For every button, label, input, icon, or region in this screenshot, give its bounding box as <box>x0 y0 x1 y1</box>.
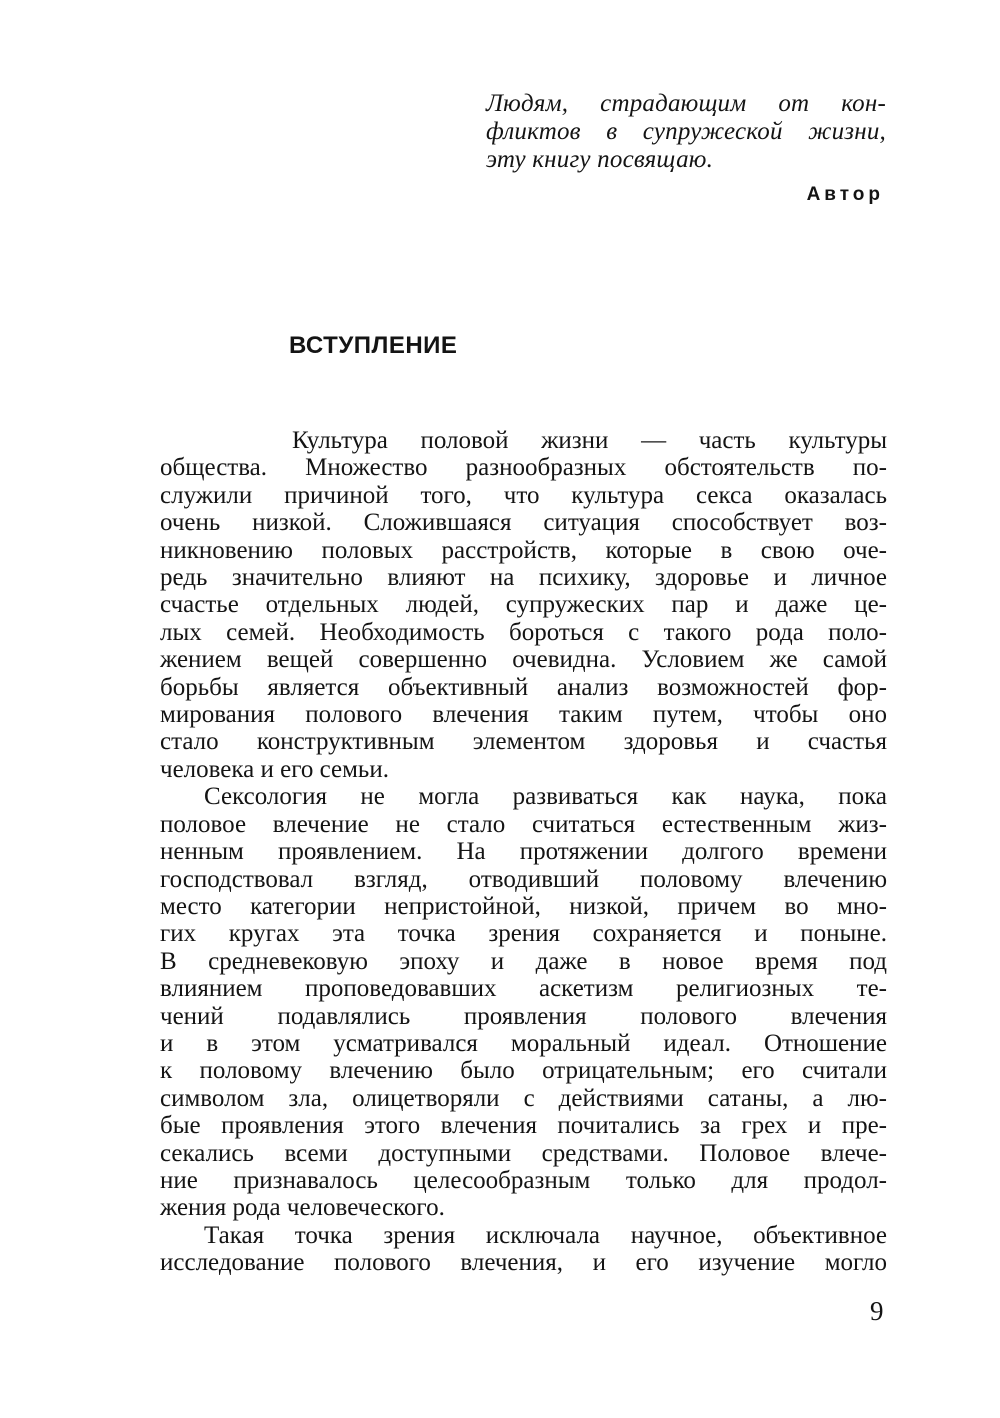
text-line: символом зла, олицетворяли с действиями сатаны, а лю- <box>160 1084 887 1112</box>
text-line: очень низкой. Сложившаяся ситуация способствует воз- <box>160 509 887 537</box>
epigraph <box>486 90 886 206</box>
text-line: жением вещей совершенно очевидна. Условием же самой <box>160 646 887 674</box>
text-line: стало конструктивным элементом здоровья и счастья <box>160 728 887 756</box>
text-line: к половому влечению было отрицательным; его считали <box>160 1057 887 1085</box>
text-line: чений подавлялись проявления полового влечения <box>160 1002 887 1030</box>
text-line: ненным проявлением. На протяжении долгого времени <box>160 838 887 866</box>
text-line: общества. Множество разнообразных обстоятельств по- <box>160 454 887 482</box>
text-line: секались всеми доступными средствами. Половое влече- <box>160 1139 887 1167</box>
text-line: половое влечение не стало считаться естественным жиз- <box>160 810 887 838</box>
text-line: редь значительно влияют на психику, здоровье и личное <box>160 564 887 592</box>
section-title: ВСТУПЛЕНИЕ <box>289 332 458 359</box>
text-line: влиянием проповедовавших аскетизм религиозных те- <box>160 975 887 1003</box>
epigraph-line: фликтов в супружеской жизни, <box>486 118 886 145</box>
text-line: место категории непристойной, низкой, причем во мно- <box>160 892 887 920</box>
text-line: мирования полового влечения таким путем, чтобы оно <box>160 701 887 729</box>
text-line: счастье отдельных людей, супружеских пар и даже це- <box>160 591 887 619</box>
text-line: служили причиной того, что культура секса оказалась <box>160 481 887 509</box>
text-line: Сексология не могла развиваться как наука, пока <box>204 783 887 811</box>
epigraph-line: Людям, страдающим от кон- <box>486 90 886 117</box>
text-line: В средневековую эпоху и даже в новое время под <box>160 947 887 975</box>
text-line: жения рода человеческого. <box>160 1194 445 1222</box>
epigraph-line: эту книгу посвящаю. <box>486 146 714 173</box>
text-line: господствовал взгляд, отводивший половому влечению <box>160 865 887 893</box>
body-text <box>160 427 887 1277</box>
text-line: никновению половых расстройств, которые в свою оче- <box>160 536 887 564</box>
text-line: Такая точка зрения исключала научное, объективное <box>204 1221 887 1249</box>
text-line: и в этом усматривался моральный идеал. Отношение <box>160 1029 887 1057</box>
text-line: бые проявления этого влечения почитались за грех и пре- <box>160 1112 887 1140</box>
epigraph-author: Автор <box>806 184 884 205</box>
text-line: человека и его семьи. <box>160 755 389 783</box>
text-line: исследование полового влечения, и его изучение могло <box>160 1249 887 1277</box>
text-line: гих кругах эта точка зрения сохраняется и поныне. <box>160 920 887 948</box>
text-line: ние признавалось целесообразным только для продол- <box>160 1166 887 1194</box>
text-line: лых семей. Необходимость бороться с такого рода поло- <box>160 618 887 646</box>
text-line: Культура половой жизни — часть культуры <box>292 427 887 454</box>
text-line: борьбы является объективный анализ возможностей фор- <box>160 673 887 701</box>
page-number: 9 <box>870 1296 884 1326</box>
